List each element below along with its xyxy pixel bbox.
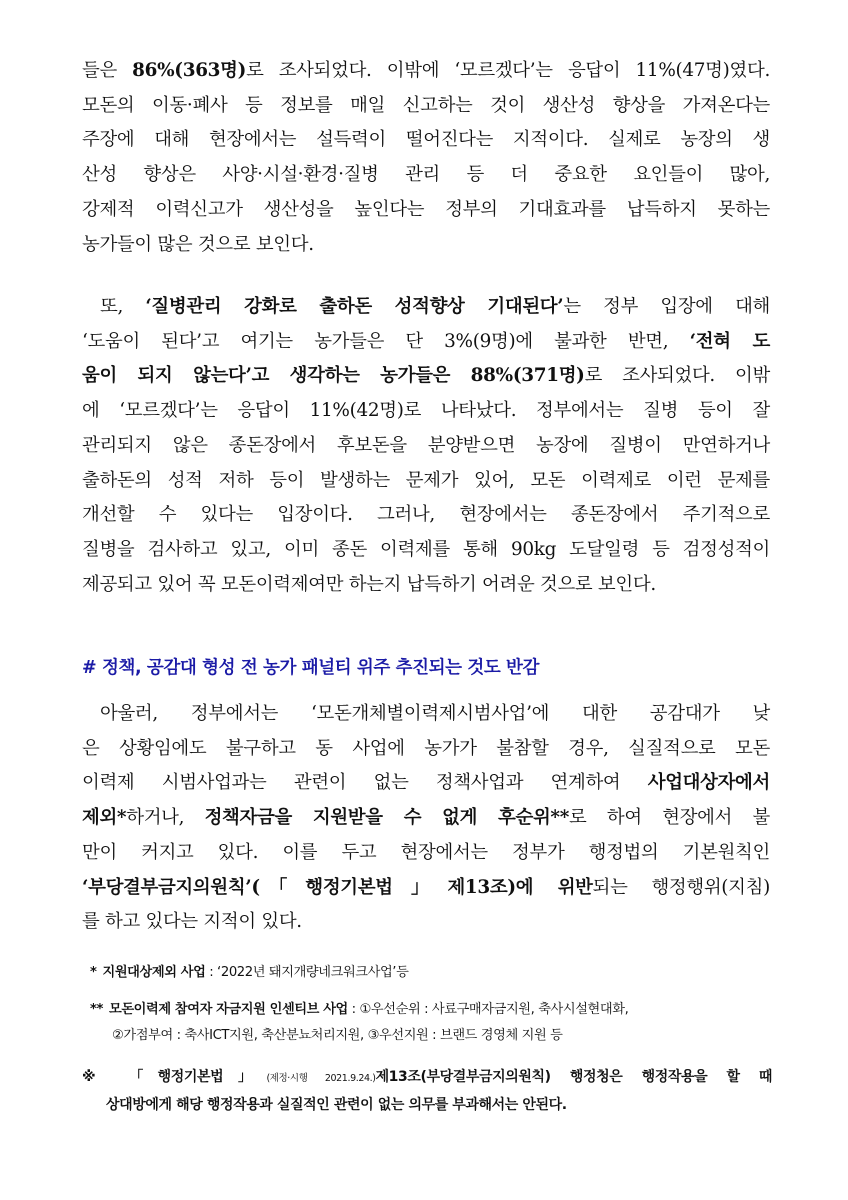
- paragraph-line: 아울러, 정부에서는 ‘모돈개체별이력제시범사업’에 대한 공감대가 낮: [100, 703, 770, 724]
- paragraph-line: 제공되고 있어 꼭 모돈이력제여만 하는지 납득하기 어려운 것으로 보인다.: [82, 573, 656, 595]
- paragraph-line: 또, ‘질병관리 강화로 출하돈 성적향상 기대된다’는 정부 입장에 대해: [100, 296, 770, 317]
- paragraph-line: 관리되지 않은 종돈장에서 후보돈을 분양받으면 농장에 질병이 만연하거나: [82, 434, 770, 456]
- paragraph-line: 에 ‘모르겠다’는 응답이 11%(42명)로 나타났다. 정부에서는 질병 등이 잘: [82, 400, 770, 422]
- footnote-2: [90, 998, 628, 1022]
- paragraph-line: 농가들이 많은 것으로 보인다.: [82, 233, 314, 255]
- paragraph-line: 들은 86%(363명)로 조사되었다. 이밖에 ‘모르겠다’는 응답이 11%(47명)였다.: [82, 60, 771, 81]
- paragraph-line: 주장에 대해 현장에서는 설득력이 떨어진다는 지적이다. 실제로 농장의 생: [82, 129, 770, 151]
- note-marker: ※: [82, 1069, 110, 1085]
- paragraph-line: 질병을 검사하고 있고, 이미 종돈 이력제를 통해 90kg 도달일령 등 검정성적이: [82, 538, 770, 560]
- paragraph-line: ‘도움이 된다’고 여기는 농가들은 단 3%(9명)에 불과한 반면, ‘전혀 도: [82, 330, 770, 352]
- legal-note: [82, 1064, 772, 1119]
- footnote-marker: *: [90, 965, 97, 980]
- footnote-text: : ‘2022년 돼지개량네크워크사업’등: [205, 965, 409, 980]
- paragraph-line: ‘부당결부금지의원칙’(「행정기본법」제13조)에 위반되는 행정행위(지침): [82, 876, 770, 898]
- paragraph-line: 은 상황임에도 불구하고 동 사업에 농가가 불참할 경우, 실질적으로 모돈: [82, 737, 770, 759]
- law-title: 「행정기본법」: [129, 1069, 267, 1085]
- law-enactment: (제정·시행 2021.9.24.): [266, 1073, 376, 1084]
- paragraph-line: 출하돈의 성적 저하 등이 발생하는 문제가 있어, 모돈 이력제로 이런 문제를: [82, 469, 770, 491]
- paragraph-line: 이력제 시범사업과는 관련이 없는 정책사업과 연계하여 사업대상자에서: [82, 772, 770, 794]
- paragraph-line: 산성 향상은 사양·시설·환경·질병 관리 등 더 중요한 요인들이 많아,: [82, 164, 770, 186]
- footnote-label: 지원대상제외 사업: [102, 965, 206, 980]
- paragraph-line: 움이 되지 않는다’고 생각하는 농가들은 88%(371명)로 조사되었다. 이밖: [82, 365, 770, 387]
- paragraph-line: 강제적 이력신고가 생산성을 높인다는 정부의 기대효과를 납득하지 못하는: [82, 198, 770, 220]
- paragraph-line: 만이 커지고 있다. 이를 두고 현장에서는 정부가 행정법의 기본원칙인: [82, 841, 770, 863]
- paragraph-line: 를 하고 있다는 지적이 있다.: [82, 911, 302, 933]
- footnote-label: 모돈이력제 참여자 자금지원 인센티브 사업: [109, 1002, 348, 1017]
- section-heading: # 정책, 공감대 형성 전 농가 패널티 위주 추진되는 것도 반감: [82, 658, 540, 678]
- paragraph-1: [82, 54, 770, 262]
- note-line: ※ 「행정기본법」(제정·시행 2021.9.24.)제13조(부당결부금지의원칙) 행정청은 행정작용을 할 때: [82, 1069, 772, 1085]
- footnote-marker: **: [90, 1002, 103, 1017]
- footnote-2-continued: ②가점부여 : 축사ICT지원, 축산분뇨처리지원, ③우선지원 : 브랜드 경영체 지원 등: [112, 1028, 563, 1043]
- paragraph-line: 개선할 수 있다는 입장이다. 그러나, 현장에서는 종돈장에서 주기적으로: [82, 504, 770, 526]
- paragraph-line: 제외*하거나, 정책자금을 지원받을 수 없게 후순위**로 하여 현장에서 불: [82, 807, 770, 829]
- footnote-1: [90, 961, 408, 985]
- paragraph-3: [82, 697, 770, 940]
- note-line: 상대방에게 해당 행정작용과 실질적인 관련이 없는 의무를 부과해서는 안된다.: [106, 1097, 567, 1113]
- paragraph-line: 모돈의 이동·폐사 등 정보를 매일 신고하는 것이 생산성 향상을 가져온다는: [82, 94, 770, 116]
- paragraph-2: [82, 290, 770, 602]
- footnote-text: : ①우선순위 : 사료구매자금지원, 축사시설현대화,: [347, 1002, 629, 1017]
